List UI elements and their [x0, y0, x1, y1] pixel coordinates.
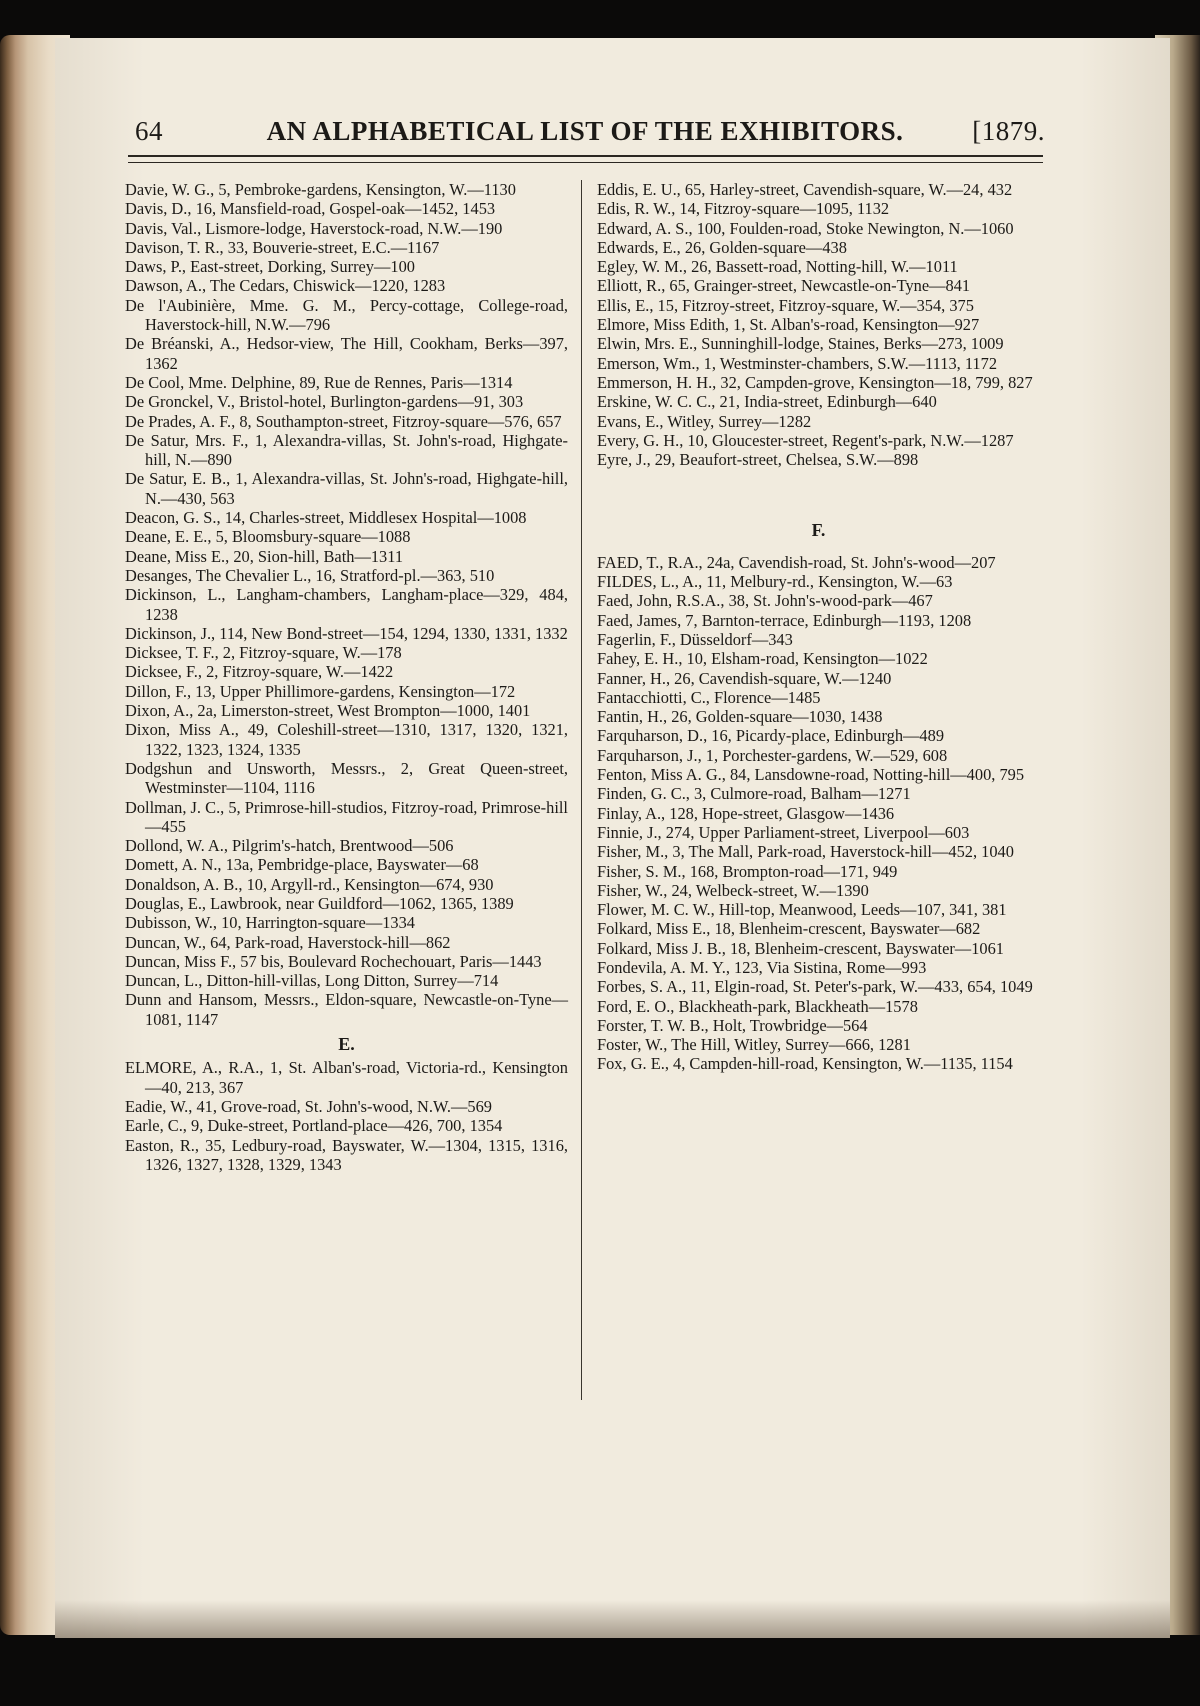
exhibitor-entry: Farquharson, D., 16, Picardy-place, Edinburgh—489 [597, 726, 945, 746]
exhibitor-entry: Earle, C., 9, Duke-street, Portland-place—426, 700, 1354 [125, 1116, 503, 1136]
exhibitor-entry: Emmerson, H. H., 32, Campden-grove, Kensington—18, 799, 827 [597, 372, 1033, 392]
exhibitor-entry: De Satur, Mrs. F., 1, Alexandra-villas, St. John's-road, Highgate-hill, N.—890 [125, 430, 568, 470]
exhibitor-entry: Fisher, S. M., 168, Brompton-road—171, 949 [597, 861, 898, 881]
exhibitor-entry: Faed, James, 7, Barnton-terrace, Edinburgh—1193, 1208 [597, 610, 972, 630]
exhibitor-entry: Edis, R. W., 14, Fitzroy-square—1095, 1132 [597, 199, 890, 219]
column-divider [581, 180, 582, 1400]
exhibitor-entry: Finden, G. C., 3, Culmore-road, Balham—1271 [597, 784, 911, 804]
exhibitor-entry: Donaldson, A. B., 10, Argyll-rd., Kensington—674, 930 [125, 874, 494, 894]
exhibitor-entry: Foster, W., The Hill, Witley, Surrey—666, 1281 [597, 1035, 911, 1055]
exhibitor-entry: Fisher, W., 24, Welbeck-street, W.—1390 [597, 880, 869, 900]
entries-e-list [125, 1058, 568, 1174]
exhibitor-entry: Douglas, E., Lawbrook, near Guildford—1062, 1365, 1389 [125, 893, 514, 913]
left-column [125, 180, 568, 1174]
exhibitor-entry: FILDES, L., A., 11, Melbury-rd., Kensington, W.—63 [597, 572, 953, 592]
exhibitor-entry: Ford, E. O., Blackheath-park, Blackheath—1578 [597, 996, 918, 1016]
exhibitor-entry: Davie, W. G., 5, Pembroke-gardens, Kensington, W.—1130 [125, 180, 516, 199]
exhibitor-entry: Duncan, L., Ditton-hill-villas, Long Ditton, Surrey—714 [125, 971, 499, 991]
exhibitor-entry: Davis, Val., Lismore-lodge, Haverstock-road, N.W.—190 [125, 218, 503, 238]
exhibitor-entry: Folkard, Miss E., 18, Blenheim-crescent, Bayswater—682 [597, 919, 981, 939]
exhibitor-entry: Dicksee, T. F., 2, Fitzroy-square, W.—178 [125, 643, 402, 663]
exhibitor-entry: Duncan, Miss F., 57 bis, Boulevard Rochechouart, Paris—1443 [125, 951, 542, 971]
exhibitor-entry: Every, G. H., 10, Gloucester-street, Regent's-park, N.W.—1287 [597, 430, 1014, 450]
exhibitor-entry: Fantin, H., 26, Golden-square—1030, 1438 [597, 707, 883, 727]
page-number: 64 [135, 116, 163, 146]
exhibitor-entry: Finnie, J., 274, Upper Parliament-street, Liverpool—603 [597, 822, 970, 842]
exhibitor-entry: Domett, A. N., 13a, Pembridge-place, Bayswater—68 [125, 855, 479, 875]
exhibitor-entry: Elwin, Mrs. E., Sunninghill-lodge, Staines, Berks—273, 1009 [597, 334, 1004, 354]
exhibitor-entry: Deane, Miss E., 20, Sion-hill, Bath—1311 [125, 546, 404, 566]
exhibitor-entry: Easton, R., 35, Ledbury-road, Bayswater, W.—1304, 1315, 1316, 1326, 1327, 1328, 1329, 1343 [125, 1135, 568, 1174]
exhibitor-entry: Davison, T. R., 33, Bouverie-street, E.C.—1167 [125, 237, 440, 257]
exhibitor-entry: Deacon, G. S., 14, Charles-street, Middlesex Hospital—1008 [125, 508, 527, 528]
entries-e-continued-list [597, 180, 1040, 469]
exhibitor-entry: Dickinson, J., 114, New Bond-street—154, 1294, 1330, 1331, 1332 [125, 623, 568, 643]
exhibitor-entry: Dillon, F., 13, Upper Phillimore-gardens, Kensington—172 [125, 681, 516, 701]
exhibitor-entry: Daws, P., East-street, Dorking, Surrey—100 [125, 257, 415, 277]
exhibitor-entry: Emerson, Wm., 1, Westminster-chambers, S.W.—1113, 1172 [597, 353, 998, 373]
section-heading-f: F. [811, 520, 826, 541]
exhibitor-entry: Eadie, W., 41, Grove-road, St. John's-wood, N.W.—569 [125, 1096, 493, 1116]
exhibitor-entry: De Cool, Mme. Delphine, 89, Rue de Rennes, Paris—1314 [125, 372, 513, 392]
exhibitor-entry: Edwards, E., 26, Golden-square—438 [597, 237, 847, 257]
exhibitor-entry: Farquharson, J., 1, Porchester-gardens, W.—529, 608 [597, 745, 948, 765]
exhibitor-entry: Edward, A. S., 100, Foulden-road, Stoke Newington, N.—1060 [597, 218, 1014, 238]
header-rule-thick [128, 155, 1043, 157]
exhibitor-entry: Fahey, E. H., 10, Elsham-road, Kensington—1022 [597, 649, 928, 669]
exhibitor-entry: Fondevila, A. M. Y., 123, Via Sistina, Rome—993 [597, 957, 927, 977]
exhibitor-entry: Ellis, E., 15, Fitzroy-street, Fitzroy-square, W.—354, 375 [597, 295, 974, 315]
section-heading-e: E. [338, 1034, 355, 1055]
exhibitor-entry: Eyre, J., 29, Beaufort-street, Chelsea, S.W.—898 [597, 450, 919, 470]
exhibitor-entry: De Gronckel, V., Bristol-hotel, Burlington-gardens—91, 303 [125, 392, 524, 412]
header-rule-thin [128, 162, 1043, 163]
exhibitor-entry: Duncan, W., 64, Park-road, Haverstock-hill—862 [125, 932, 451, 952]
exhibitor-entry: De Bréanski, A., Hedsor-view, The Hill, Cookham, Berks—397, 1362 [125, 334, 568, 373]
exhibitor-entry: Forster, T. W. B., Holt, Trowbridge—564 [597, 1015, 868, 1035]
page-year: [1879. [972, 116, 1045, 146]
exhibitor-entry: Fantacchiotti, C., Florence—1485 [597, 687, 821, 707]
exhibitor-entry: Fisher, M., 3, The Mall, Park-road, Haverstock-hill—452, 1040 [597, 842, 1014, 862]
exhibitor-entry: De Satur, E. B., 1, Alexandra-villas, St. John's-road, Highgate-hill, N.—430, 563 [125, 469, 568, 508]
exhibitor-entry: Fox, G. E., 4, Campden-hill-road, Kensington, W.—1135, 1154 [597, 1054, 1013, 1074]
exhibitor-entry: Fagerlin, F., Düsseldorf—343 [597, 629, 793, 649]
exhibitor-entry: Faed, John, R.S.A., 38, St. John's-wood-park—467 [597, 591, 933, 611]
exhibitor-entry: De l'Aubinière, Mme. G. M., Percy-cottage, College-road, Haverstock-hill, N.W.—796 [125, 295, 568, 335]
exhibitor-entry: Dollond, W. A., Pilgrim's-hatch, Brentwood—506 [125, 836, 454, 856]
exhibitor-entry: Dodgshun and Unsworth, Messrs., 2, Great Queen-street, Westminster—1104, 1116 [125, 758, 568, 798]
exhibitor-entry: Forbes, S. A., 11, Elgin-road, St. Peter's-park, W.—433, 654, 1049 [597, 977, 1033, 997]
exhibitor-entry: Davis, D., 16, Mansfield-road, Gospel-oak—1452, 1453 [125, 199, 496, 219]
exhibitor-entry: Dixon, A., 2a, Limerston-street, West Brompton—1000, 1401 [125, 701, 531, 721]
exhibitor-entry: Evans, E., Witley, Surrey—1282 [597, 411, 812, 431]
exhibitor-entry: Fenton, Miss A. G., 84, Lansdowne-road, Notting-hill—400, 795 [597, 765, 1025, 785]
exhibitor-entry: Dicksee, F., 2, Fitzroy-square, W.—1422 [125, 662, 394, 682]
exhibitor-entry: Elmore, Miss Edith, 1, St. Alban's-road, Kensington—927 [597, 315, 980, 335]
entries-f-list [597, 553, 1040, 1074]
right-column [597, 180, 1040, 1074]
exhibitor-entry: De Prades, A. F., 8, Southampton-street, Fitzroy-square—576, 657 [125, 411, 562, 431]
exhibitor-entry: Flower, M. C. W., Hill-top, Meanwood, Leeds—107, 341, 381 [597, 900, 1007, 920]
exhibitor-entry: Desanges, The Chevalier L., 16, Stratford-pl.—363, 510 [125, 565, 495, 585]
page-header [125, 112, 1045, 152]
exhibitor-entry: Deane, E. E., 5, Bloomsbury-square—1088 [125, 527, 411, 547]
entries-d-list [125, 180, 568, 1029]
exhibitor-entry: Elliott, R., 65, Grainger-street, Newcastle-on-Tyne—841 [597, 276, 971, 296]
exhibitor-entry: Dickinson, L., Langham-chambers, Langham-place—329, 484, 1238 [125, 585, 568, 624]
exhibitor-entry: Egley, W. M., 26, Bassett-road, Notting-hill, W.—1011 [597, 257, 958, 277]
exhibitor-entry: Dawson, A., The Cedars, Chiswick—1220, 1283 [125, 276, 446, 296]
exhibitor-entry: Dixon, Miss A., 49, Coleshill-street—1310, 1317, 1320, 1321, 1322, 1323, 1324, 1335 [125, 720, 568, 759]
page-title: AN ALPHABETICAL LIST OF THE EXHIBITORS. [266, 116, 904, 146]
page-bottom-shadow [55, 1600, 1170, 1638]
exhibitor-entry: Finlay, A., 128, Hope-street, Glasgow—1436 [597, 803, 895, 823]
exhibitor-entry: Fanner, H., 26, Cavendish-square, W.—1240 [597, 668, 892, 688]
exhibitor-entry: Dubisson, W., 10, Harrington-square—1334 [125, 913, 415, 933]
exhibitor-entry: Erskine, W. C. C., 21, India-street, Edinburgh—640 [597, 392, 937, 412]
exhibitor-entry: Folkard, Miss J. B., 18, Blenheim-crescent, Bayswater—1061 [597, 938, 1004, 958]
exhibitor-entry: ELMORE, A., R.A., 1, St. Alban's-road, Victoria-rd., Kensington—40, 213, 367 [125, 1058, 568, 1097]
exhibitor-entry: Dollman, J. C., 5, Primrose-hill-studios, Fitzroy-road, Primrose-hill—455 [125, 797, 568, 836]
exhibitor-entry: Dunn and Hansom, Messrs., Eldon-square, Newcastle-on-Tyne—1081, 1147 [125, 990, 568, 1029]
exhibitor-entry: Eddis, E. U., 65, Harley-street, Cavendish-square, W.—24, 432 [597, 180, 1013, 199]
exhibitor-entry: FAED, T., R.A., 24a, Cavendish-road, St. John's-wood—207 [597, 552, 996, 572]
